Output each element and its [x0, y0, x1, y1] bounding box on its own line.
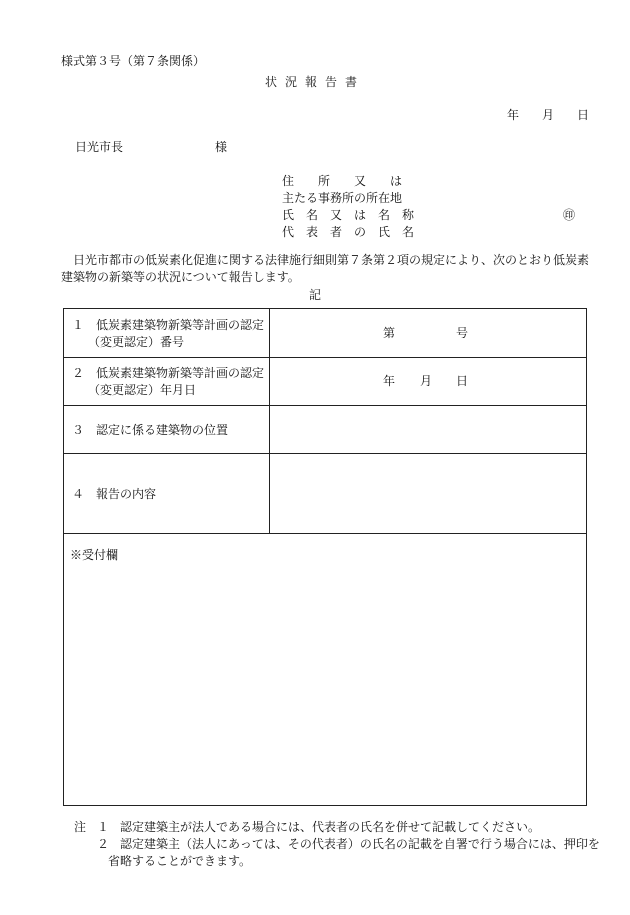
- row3-label: ３ 認定に係る建築物の位置: [72, 423, 229, 437]
- row2-month-label: 月: [420, 374, 433, 388]
- row4-label: ４ 報告の内容: [72, 487, 157, 501]
- addressee-name: 日光市長: [75, 140, 124, 154]
- reception-label: ※受付欄: [70, 548, 119, 562]
- row1-label-line2: （変更認定）番号: [88, 335, 185, 349]
- note-2-text-line2: 省略することができます。: [108, 854, 252, 868]
- note-1-number: １: [97, 820, 110, 834]
- applicant-name-label-2: 代 表 者 の 氏 名: [282, 225, 415, 239]
- applicant-name-label-1: 氏 名 又 は 名 称: [282, 208, 415, 222]
- reception-area: [64, 534, 586, 805]
- note-1-text: 認定建築主が法人である場合には、代表者の氏名を併せて記載してください。: [120, 820, 541, 834]
- date-day-label: 日: [577, 108, 590, 122]
- notes-prefix: 注: [74, 820, 87, 834]
- row1-label-line1: １ 低炭素建築物新築等計画の認定: [72, 318, 265, 332]
- row2-label-line1: ２ 低炭素建築物新築等計画の認定: [72, 366, 265, 380]
- row4-value[interactable]: [270, 453, 588, 533]
- page-title: 状況報告書: [264, 75, 365, 89]
- row3-value[interactable]: [270, 405, 588, 453]
- row2-day-label: 日: [456, 374, 469, 388]
- row2-year-label: 年: [383, 374, 396, 388]
- note-2-text-line1: 認定建築主（法人にあっては、その代表者）の氏名の記載を自署で行う場合には、押印を: [120, 837, 600, 851]
- body-text: 日光市都市の低炭素化促進に関する法律施行細則第７条第２項の規定により、次のとおり低炭素建築物の新築等の状況について報告します。: [61, 253, 590, 284]
- row1-value-prefix: 第: [383, 326, 396, 340]
- addressee-honorific: 様: [215, 140, 228, 154]
- applicant-address-label-2: 主たる事務所の所在地: [282, 191, 403, 205]
- row2-label: [72, 365, 264, 399]
- note-2-number: ２: [97, 837, 110, 851]
- form-number: 様式第３号（第７条関係）: [61, 54, 206, 68]
- report-form-table: [63, 308, 587, 806]
- applicant-address-label-1: 住 所 又 は: [282, 174, 403, 188]
- row1-value-suffix: 号: [456, 326, 469, 340]
- row2-value[interactable]: [270, 357, 588, 405]
- date-month-label: 月: [542, 108, 555, 122]
- seal-mark: ㊞: [563, 208, 576, 222]
- date-year-label: 年: [507, 108, 520, 122]
- ki-label: 記: [308, 288, 321, 302]
- row1-label: [72, 317, 264, 351]
- row1-value[interactable]: [270, 309, 588, 357]
- row2-label-line2: （変更認定）年月日: [88, 383, 197, 397]
